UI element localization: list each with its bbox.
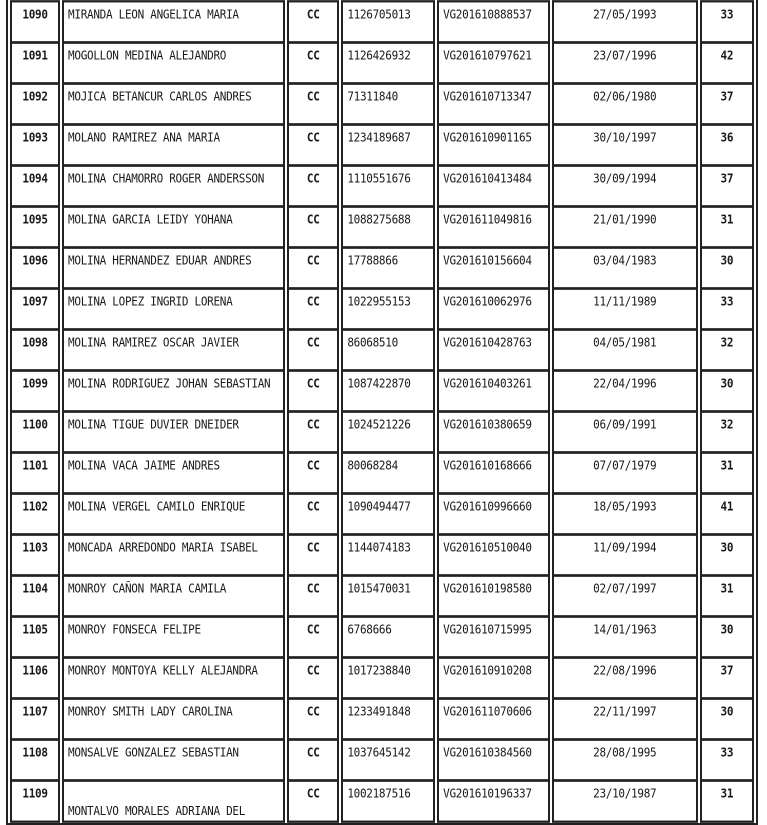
document-type: CC xyxy=(287,246,339,290)
document-type: CC xyxy=(287,0,339,44)
age-value: 36 xyxy=(700,123,754,167)
person-name: MONTALVO MORALES ADRIANA DEL xyxy=(62,779,285,823)
row-number: 1092 xyxy=(10,82,60,126)
document-number: 1017238840 xyxy=(341,656,435,700)
row-number: 1095 xyxy=(10,205,60,249)
age-value: 33 xyxy=(700,738,754,782)
document-type: CC xyxy=(287,779,339,823)
registration-code: VG201610196337 xyxy=(437,779,550,823)
birth-date: 30/10/1997 xyxy=(552,123,698,167)
age-value: 31 xyxy=(700,574,754,618)
person-name: MONROY FONSECA FELIPE xyxy=(62,615,285,659)
document-type: CC xyxy=(287,369,339,413)
document-type: CC xyxy=(287,205,339,249)
document-type: CC xyxy=(287,451,339,495)
registration-code: VG201610168666 xyxy=(437,451,550,495)
age-value: 30 xyxy=(700,246,754,290)
document-number: 71311840 xyxy=(341,82,435,126)
age-value: 37 xyxy=(700,164,754,208)
document-number: 1110551676 xyxy=(341,164,435,208)
person-name: MONROY MONTOYA KELLY ALEJANDRA xyxy=(62,656,285,700)
document-number: 6768666 xyxy=(341,615,435,659)
person-name: MOLANO RAMIREZ ANA MARIA xyxy=(62,123,285,167)
registration-code: VG201610380659 xyxy=(437,410,550,454)
document-number: 1144074183 xyxy=(341,533,435,577)
table-row xyxy=(10,290,754,328)
registration-code: VG201610198580 xyxy=(437,574,550,618)
person-name: MOLINA GARCIA LEIDY YOHANA xyxy=(62,205,285,249)
document-type: CC xyxy=(287,738,339,782)
birth-date: 02/07/1997 xyxy=(552,574,698,618)
roster-body xyxy=(10,3,754,820)
document-number: 1126426932 xyxy=(341,41,435,85)
birth-date: 22/11/1997 xyxy=(552,697,698,741)
birth-date: 30/09/1994 xyxy=(552,164,698,208)
row-number: 1103 xyxy=(10,533,60,577)
person-name: MIRANDA LEON ANGELICA MARIA xyxy=(62,0,285,44)
age-value: 30 xyxy=(700,533,754,577)
document-number: 1015470031 xyxy=(341,574,435,618)
table-row xyxy=(10,167,754,205)
table-row xyxy=(10,249,754,287)
document-type: CC xyxy=(287,656,339,700)
age-value: 33 xyxy=(700,0,754,44)
table-row xyxy=(10,3,754,41)
row-number: 1100 xyxy=(10,410,60,454)
age-value: 30 xyxy=(700,615,754,659)
document-type: CC xyxy=(287,697,339,741)
table-row xyxy=(10,741,754,779)
row-number: 1107 xyxy=(10,697,60,741)
row-number: 1093 xyxy=(10,123,60,167)
scanned-document xyxy=(6,0,758,819)
document-number: 1022955153 xyxy=(341,287,435,331)
registration-code: VG201610715995 xyxy=(437,615,550,659)
age-value: 32 xyxy=(700,328,754,372)
person-name: MOGOLLON MEDINA ALEJANDRO xyxy=(62,41,285,85)
row-number: 1098 xyxy=(10,328,60,372)
registration-code: VG201610428763 xyxy=(437,328,550,372)
document-type: CC xyxy=(287,533,339,577)
document-number: 1037645142 xyxy=(341,738,435,782)
birth-date: 11/09/1994 xyxy=(552,533,698,577)
person-name: MONROY SMITH LADY CAROLINA xyxy=(62,697,285,741)
row-number: 1105 xyxy=(10,615,60,659)
registration-code: VG201610797621 xyxy=(437,41,550,85)
registration-code: VG201610156604 xyxy=(437,246,550,290)
document-number: 1234189687 xyxy=(341,123,435,167)
person-name: MOLINA HERNANDEZ EDUAR ANDRES xyxy=(62,246,285,290)
row-number: 1109 xyxy=(10,779,60,823)
birth-date: 23/07/1996 xyxy=(552,41,698,85)
table-row xyxy=(10,331,754,369)
age-value: 37 xyxy=(700,82,754,126)
age-value: 33 xyxy=(700,287,754,331)
document-number: 1087422870 xyxy=(341,369,435,413)
document-type: CC xyxy=(287,287,339,331)
person-name: MONROY CAÑON MARIA CAMILA xyxy=(62,574,285,618)
person-name: MONSALVE GONZALEZ SEBASTIAN xyxy=(62,738,285,782)
table-row xyxy=(10,782,754,820)
row-number: 1102 xyxy=(10,492,60,536)
person-name: MOLINA RODRIGUEZ JOHAN SEBASTIAN xyxy=(62,369,285,413)
age-value: 32 xyxy=(700,410,754,454)
birth-date: 04/05/1981 xyxy=(552,328,698,372)
row-number: 1094 xyxy=(10,164,60,208)
registration-code: VG201610413484 xyxy=(437,164,550,208)
age-value: 31 xyxy=(700,779,754,823)
birth-date: 22/04/1996 xyxy=(552,369,698,413)
document-type: CC xyxy=(287,492,339,536)
registration-code: VG201610062976 xyxy=(437,287,550,331)
document-number: 1088275688 xyxy=(341,205,435,249)
document-type: CC xyxy=(287,123,339,167)
row-number: 1108 xyxy=(10,738,60,782)
document-number: 17788866 xyxy=(341,246,435,290)
registration-code: VG201610713347 xyxy=(437,82,550,126)
table-row xyxy=(10,372,754,410)
table-row xyxy=(10,659,754,697)
birth-date: 28/08/1995 xyxy=(552,738,698,782)
document-type: CC xyxy=(287,164,339,208)
registration-code: VG201610888537 xyxy=(437,0,550,44)
row-number: 1101 xyxy=(10,451,60,495)
registration-code: VG201610384560 xyxy=(437,738,550,782)
table-row xyxy=(10,700,754,738)
table-row xyxy=(10,85,754,123)
document-type: CC xyxy=(287,615,339,659)
birth-date: 21/01/1990 xyxy=(552,205,698,249)
document-number: 1002187516 xyxy=(341,779,435,823)
age-value: 31 xyxy=(700,451,754,495)
document-number: 80068284 xyxy=(341,451,435,495)
age-value: 37 xyxy=(700,656,754,700)
document-type: CC xyxy=(287,410,339,454)
document-number: 1126705013 xyxy=(341,0,435,44)
table-row xyxy=(10,44,754,82)
registration-code: VG201610996660 xyxy=(437,492,550,536)
age-value: 30 xyxy=(700,369,754,413)
table-row xyxy=(10,454,754,492)
row-number: 1099 xyxy=(10,369,60,413)
roster-table xyxy=(6,0,758,825)
row-number: 1104 xyxy=(10,574,60,618)
registration-code: VG201610510040 xyxy=(437,533,550,577)
row-number: 1090 xyxy=(10,0,60,44)
person-name: MONCADA ARREDONDO MARIA ISABEL xyxy=(62,533,285,577)
person-name: MOLINA TIGUE DUVIER DNEIDER xyxy=(62,410,285,454)
row-number: 1096 xyxy=(10,246,60,290)
table-row xyxy=(10,618,754,656)
table-row xyxy=(10,208,754,246)
age-value: 41 xyxy=(700,492,754,536)
birth-date: 03/04/1983 xyxy=(552,246,698,290)
birth-date: 14/01/1963 xyxy=(552,615,698,659)
birth-date: 23/10/1987 xyxy=(552,779,698,823)
document-number: 86068510 xyxy=(341,328,435,372)
person-name: MOLINA RAMIREZ OSCAR JAVIER xyxy=(62,328,285,372)
birth-date: 18/05/1993 xyxy=(552,492,698,536)
registration-code: VG201611070606 xyxy=(437,697,550,741)
birth-date: 22/08/1996 xyxy=(552,656,698,700)
person-name: MOLINA VERGEL CAMILO ENRIQUE xyxy=(62,492,285,536)
birth-date: 06/09/1991 xyxy=(552,410,698,454)
person-name: MOLINA CHAMORRO ROGER ANDERSSON xyxy=(62,164,285,208)
registration-code: VG201610910208 xyxy=(437,656,550,700)
document-number: 1090494477 xyxy=(341,492,435,536)
age-value: 30 xyxy=(700,697,754,741)
person-name: MOJICA BETANCUR CARLOS ANDRES xyxy=(62,82,285,126)
table-row xyxy=(10,413,754,451)
birth-date: 11/11/1989 xyxy=(552,287,698,331)
person-name: MOLINA VACA JAIME ANDRES xyxy=(62,451,285,495)
age-value: 42 xyxy=(700,41,754,85)
document-number: 1233491848 xyxy=(341,697,435,741)
row-number: 1106 xyxy=(10,656,60,700)
table-row xyxy=(10,126,754,164)
registration-code: VG201610403261 xyxy=(437,369,550,413)
row-number: 1097 xyxy=(10,287,60,331)
birth-date: 07/07/1979 xyxy=(552,451,698,495)
birth-date: 27/05/1993 xyxy=(552,0,698,44)
document-number: 1024521226 xyxy=(341,410,435,454)
document-type: CC xyxy=(287,574,339,618)
person-name: MOLINA LOPEZ INGRID LORENA xyxy=(62,287,285,331)
age-value: 31 xyxy=(700,205,754,249)
document-type: CC xyxy=(287,41,339,85)
table-row xyxy=(10,536,754,574)
table-row xyxy=(10,577,754,615)
registration-code: VG201611049816 xyxy=(437,205,550,249)
registration-code: VG201610901165 xyxy=(437,123,550,167)
table-row xyxy=(10,495,754,533)
row-number: 1091 xyxy=(10,41,60,85)
document-type: CC xyxy=(287,82,339,126)
document-type: CC xyxy=(287,328,339,372)
birth-date: 02/06/1980 xyxy=(552,82,698,126)
